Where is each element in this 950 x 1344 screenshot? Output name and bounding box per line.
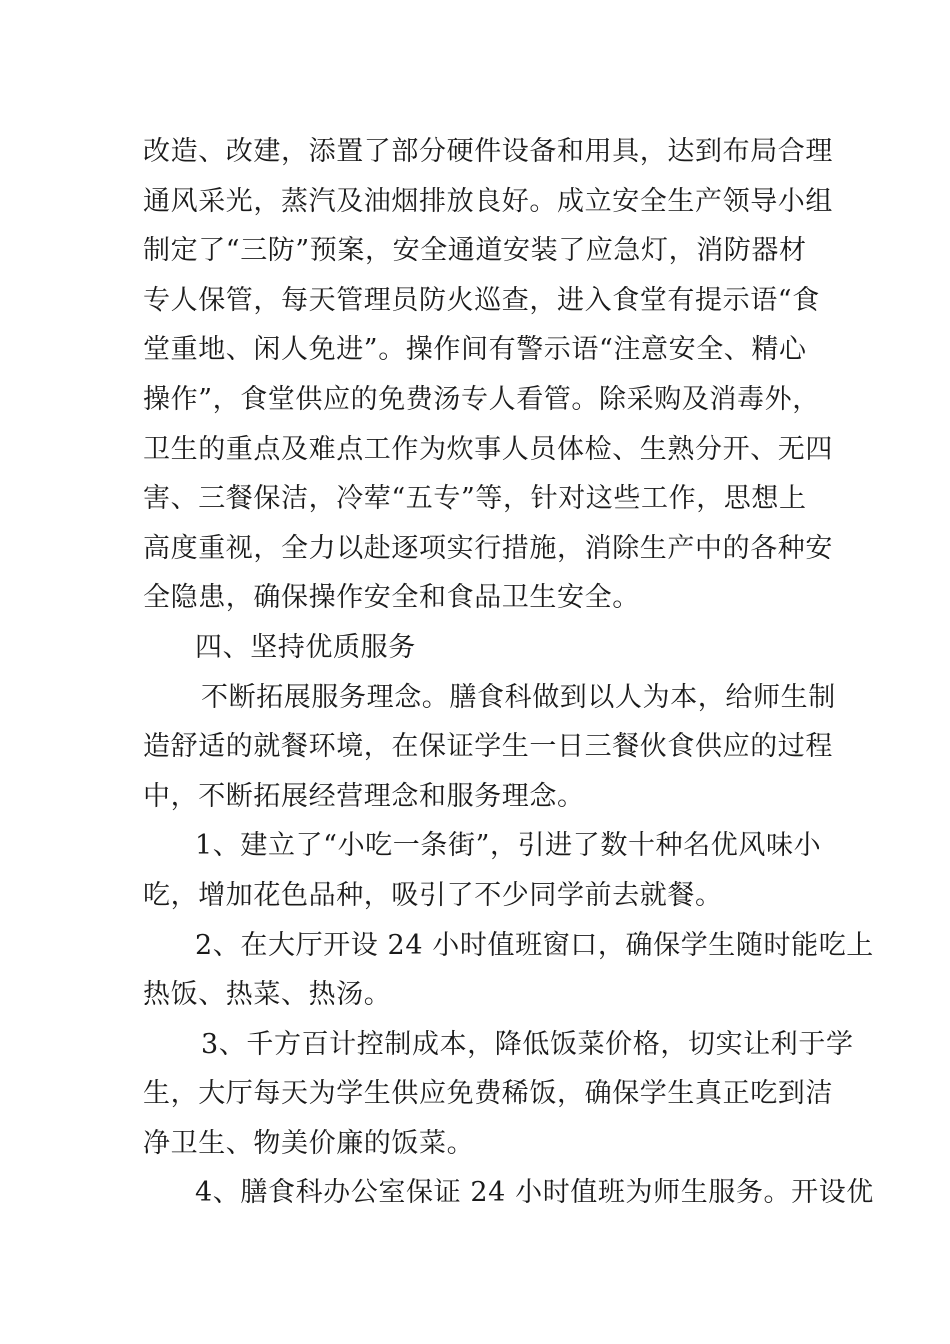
- text-line: 热饭、热菜、热汤。: [143, 979, 392, 1011]
- text-line: 吃，增加花色品种，吸引了不少同学前去就餐。: [143, 879, 723, 911]
- text-line: 净卫生、物美价廉的饭菜。: [143, 1127, 475, 1159]
- text-line: 堂重地、闲人免进”。操作间有警示语“注意安全、精心: [143, 334, 807, 366]
- text-line: 卫生的重点及难点工作为炊事人员体检、生熟分开、无四: [143, 433, 833, 465]
- list-item-line: 4、膳食科办公室保证 24 小时值班为师生服务。开设优: [195, 1177, 874, 1209]
- text-line: 制定了“三防”预案，安全通道安装了应急灯，消防器材: [143, 235, 807, 267]
- body-text: [143, 127, 874, 1218]
- text-line: 生，大厅每天为学生供应免费稀饭，确保学生真正吃到洁: [143, 1078, 833, 1110]
- text-line: 全隐患，确保操作安全和食品卫生安全。: [143, 582, 640, 614]
- text-line: 中，不断拓展经营理念和服务理念。: [143, 780, 585, 812]
- text-line: 高度重视，全力以赴逐项实行措施，消除生产中的各种安: [143, 532, 833, 564]
- text-line: 造舒适的就餐环境，在保证学生一日三餐伙食供应的过程: [143, 731, 833, 763]
- section-heading: 四、坚持优质服务: [195, 631, 416, 663]
- text-line: 操作”，食堂供应的免费汤专人看管。除采购及消毒外，: [143, 383, 820, 415]
- list-item-line: 2、在大厅开设 24 小时值班窗口，确保学生随时能吃上: [195, 929, 874, 961]
- text-line: 害、三餐保洁，冷荤“五专”等，针对这些工作，思想上: [143, 483, 807, 515]
- text-line: 通风采光，蒸汽及油烟排放良好。成立安全生产领导小组: [143, 185, 833, 217]
- list-item-line: 1、建立了“小吃一条街”，引进了数十种名优风味小: [195, 830, 822, 862]
- text-line: 改造、改建，添置了部分硬件设备和用具，达到布局合理: [143, 136, 833, 167]
- list-item-line: 3、千方百计控制成本，降低饭菜价格，切实让利于学: [201, 1028, 854, 1060]
- text-line: 专人保管，每天管理员防火巡查，进入食堂有提示语“食: [143, 284, 820, 316]
- text-line: 不断拓展服务理念。膳食科做到以人为本，给师生制: [201, 681, 836, 713]
